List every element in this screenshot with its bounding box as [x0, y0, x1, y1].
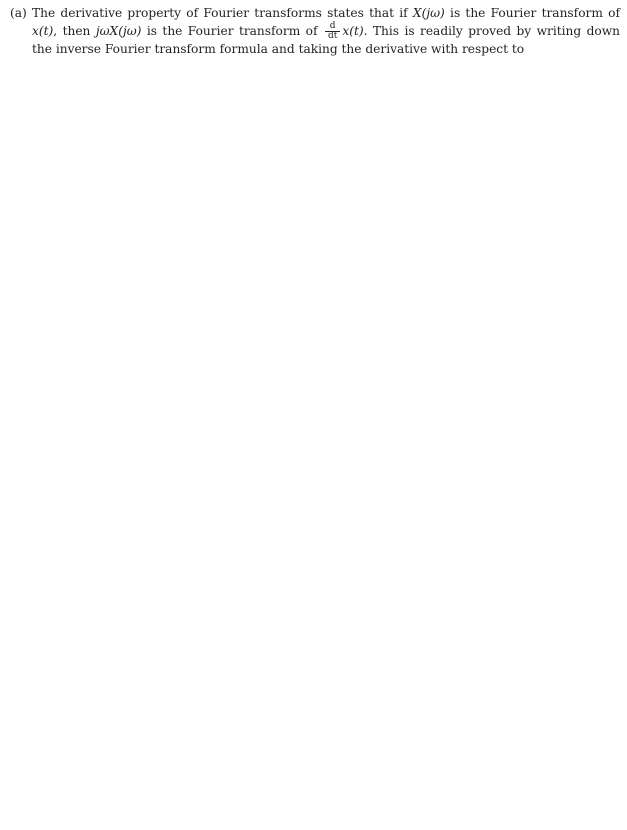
part-a-para-1: The derivative property of Fourier transforms states that if X(jω) is the Fourier transform of x(t), then jωX(jω) is the Fourier transform of $\frac{d}{dt}$ x(t). This is readily proved by writing down the inverse Fourier transform formula and taking the derivative with respect to: [32, 6, 621, 57]
part-a-cont: [10, 22, 620, 39]
part-a-para-1-cont: [32, 22, 620, 39]
part-a-label: (a): [10, 6, 27, 20]
